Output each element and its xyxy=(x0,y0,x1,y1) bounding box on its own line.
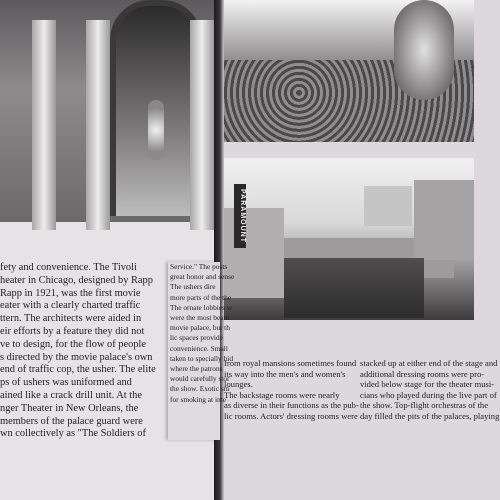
text-line: The backstage rooms were nearly xyxy=(224,389,340,400)
building xyxy=(364,186,412,226)
middle-page-text xyxy=(170,262,234,405)
text-line: where the patrons xyxy=(170,364,223,374)
right-page xyxy=(224,0,500,500)
text-line: lic spaces provide xyxy=(170,333,223,343)
marquee-sign: PARAMOUNT xyxy=(234,184,246,248)
text-line: ained like a crack drill unit. At the xyxy=(0,389,142,401)
text-line: day filled the pits of the palaces, playing xyxy=(360,410,500,421)
chandelier xyxy=(148,100,164,160)
text-line: for smoking at inte xyxy=(170,394,227,404)
text-line: the show. Top-flight orchestras of the xyxy=(360,400,489,411)
text-line: the show. Exotic sm xyxy=(170,384,230,394)
text-line: additional dressing rooms were pro- xyxy=(360,368,485,379)
text-line: its way into the men's and women's xyxy=(224,368,346,379)
text-line: The ornate lobbies w xyxy=(170,302,233,312)
text-line: members of the palace guard were xyxy=(0,415,143,427)
text-line: ttern. The architects were aided in xyxy=(0,313,142,325)
text-line: stacked up at either end of the stage and xyxy=(360,358,498,368)
text-line: from royal mansions sometimes found xyxy=(224,358,357,368)
text-line: great honor and sense xyxy=(170,272,235,282)
text-line: vided below stage for the theater musi- xyxy=(360,379,495,390)
text-line: more parts of the the xyxy=(170,292,232,302)
column xyxy=(86,20,110,230)
building xyxy=(414,180,474,260)
text-line: would carefully stor xyxy=(170,374,230,384)
right-page-column-1 xyxy=(224,358,359,422)
text-line: heater in Chicago, designed by Rapp xyxy=(0,274,153,286)
text-line: movie palace, but th xyxy=(170,323,230,333)
column xyxy=(32,20,56,230)
parking-lot xyxy=(284,258,424,318)
column xyxy=(190,20,214,230)
middle-page-fragment xyxy=(168,262,235,440)
exterior-photo xyxy=(224,158,474,320)
text-line: fety and convenience. The Tivoli xyxy=(0,262,137,273)
text-line: as diverse in their functions as the pub- xyxy=(224,400,359,411)
text-line: lounges. xyxy=(224,379,253,390)
text-line: convenience. Small xyxy=(170,343,228,353)
text-line: lic rooms. Actors' dressing rooms were xyxy=(224,410,358,421)
text-line: wn collectively as "The Soldiers of xyxy=(0,428,146,440)
text-line: ve to design, for the flow of people xyxy=(0,338,147,350)
theater-interior-photo xyxy=(0,0,214,222)
statue xyxy=(394,0,454,100)
text-line: were the most beaut xyxy=(170,313,230,323)
text-line: cians who played during the live part of xyxy=(360,389,497,400)
text-line: end of traffic cop, the usher. The elite xyxy=(0,364,156,376)
text-line: ps of ushers was uniformed and xyxy=(0,377,132,389)
text-line: eater with a clearly charted traffic xyxy=(0,300,141,312)
text-line: taken to specially hid xyxy=(170,353,234,363)
text-line: eir efforts by a feature they did not xyxy=(0,325,145,337)
text-line: Service." The posts xyxy=(170,262,228,271)
lounge-photo xyxy=(224,0,474,142)
text-line: s directed by the movie palace's own xyxy=(0,351,153,363)
text-line: The ushers dire xyxy=(170,282,216,292)
text-line: nger Theater in New Orleans, the xyxy=(0,402,139,414)
right-page-column-2 xyxy=(360,358,499,422)
text-line: Rapp in 1921, was the first movie xyxy=(0,287,141,299)
